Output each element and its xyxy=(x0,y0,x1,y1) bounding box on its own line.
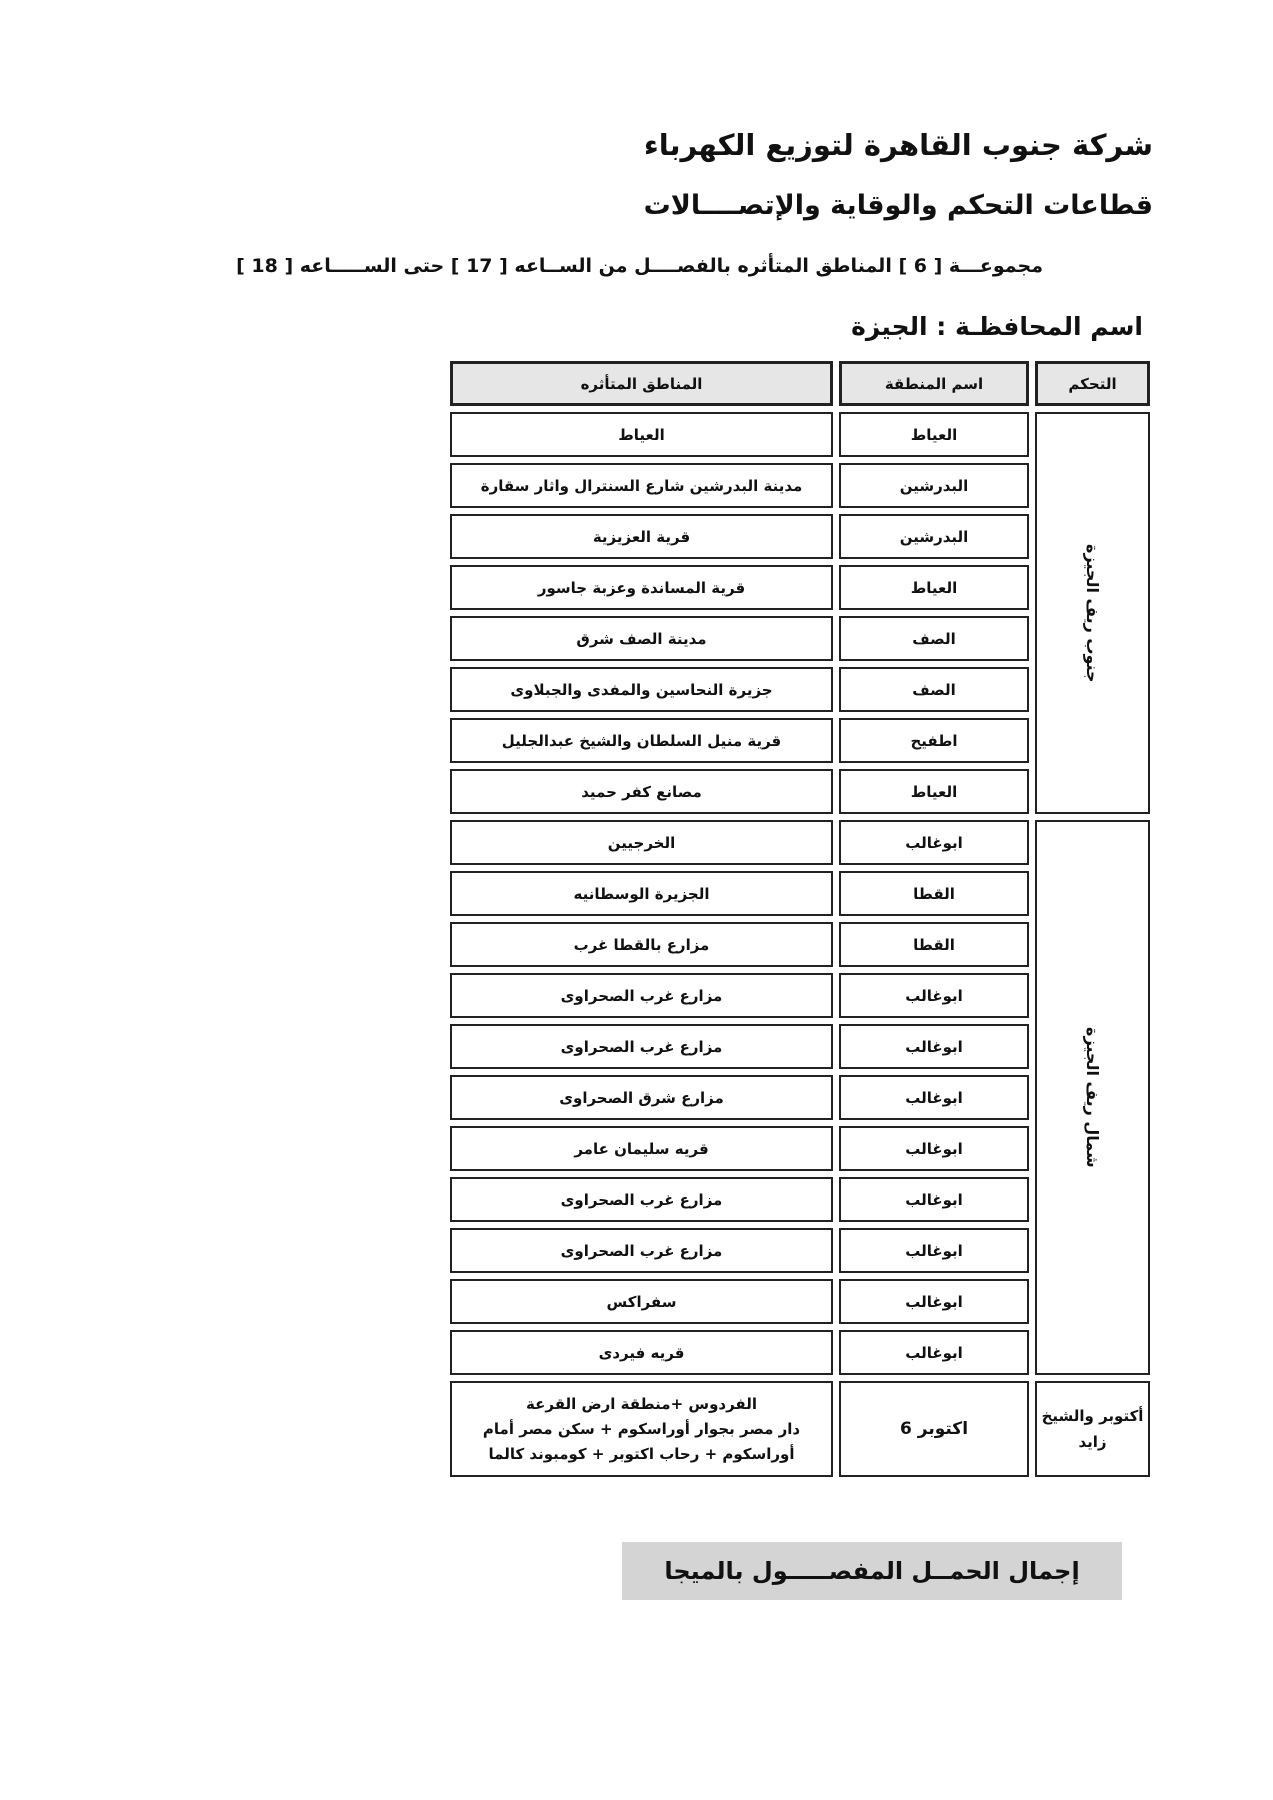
affected-cell: قرية المساندة وعزبة جاسور xyxy=(450,565,833,610)
area-cell: البدرشين xyxy=(839,514,1029,559)
area-cell-october: اكتوبر 6 xyxy=(839,1381,1029,1477)
control-october-zayed: أكتوبر والشيخ زايد xyxy=(1035,1381,1150,1477)
affected-cell: الجزيرة الوسطانيه xyxy=(450,871,833,916)
affected-cell: مزارع غرب الصحراوى xyxy=(450,1177,833,1222)
affected-cell: قريه فيردى xyxy=(450,1330,833,1375)
total-load-label: إجمال الحمــل المفصـــــول بالميجا xyxy=(622,1542,1122,1600)
affected-cell: مزارع بالقطا غرب xyxy=(450,922,833,967)
affected-cell: الخرجيين xyxy=(450,820,833,865)
area-cell: الصف xyxy=(839,667,1029,712)
area-cell: العياط xyxy=(839,769,1029,814)
affected-cell: قرية العزيزية xyxy=(450,514,833,559)
affected-cell: سفراكس xyxy=(450,1279,833,1324)
company-name: شركة جنوب القاهرة لتوزيع الكهرباء xyxy=(643,128,1153,162)
affected-cell: مزارع غرب الصحراوى xyxy=(450,1024,833,1069)
affected-line: أوراسكوم + رحاب اكتوبر + كومبوند كالما xyxy=(488,1444,795,1463)
area-cell: العياط xyxy=(839,565,1029,610)
affected-cell: مزارع غرب الصحراوى xyxy=(450,1228,833,1273)
affected-line: الفردوس +منطقة ارض القرعة xyxy=(526,1394,757,1413)
area-cell: العياط xyxy=(839,412,1029,457)
affected-line: دار مصر بجوار أوراسكوم + سكن مصر أمام xyxy=(482,1419,801,1438)
area-cell: البدرشين xyxy=(839,463,1029,508)
control-north-rural-giza: شمال ريف الجيزة xyxy=(1035,820,1150,1375)
area-cell: ابوغالب xyxy=(839,1279,1029,1324)
area-cell: الصف xyxy=(839,616,1029,661)
area-cell: القطا xyxy=(839,922,1029,967)
area-cell: القطا xyxy=(839,871,1029,916)
area-cell: ابوغالب xyxy=(839,1024,1029,1069)
header-control: التحكم xyxy=(1035,361,1150,406)
area-cell: ابوغالب xyxy=(839,1177,1029,1222)
control-south-rural-giza: جنوب ريف الجيزة xyxy=(1035,412,1150,814)
area-cell: اطفيح xyxy=(839,718,1029,763)
affected-cell: العياط xyxy=(450,412,833,457)
affected-cell: مزارع غرب الصحراوى xyxy=(450,973,833,1018)
area-cell: ابوغالب xyxy=(839,1228,1029,1273)
affected-cell: قرية منيل السلطان والشيخ عبدالجليل xyxy=(450,718,833,763)
area-cell: ابوغالب xyxy=(839,1075,1029,1120)
affected-cell: قريه سليمان عامر xyxy=(450,1126,833,1171)
sector-name: قطاعات التحكم والوقاية والإتصــــالات xyxy=(643,190,1153,221)
affected-areas-table xyxy=(450,358,1150,1480)
governorate-label: اسم المحافظـة : الجيزة xyxy=(851,312,1143,341)
area-cell: ابوغالب xyxy=(839,1330,1029,1375)
header-area-name: اسم المنطقة xyxy=(839,361,1029,406)
area-cell: ابوغالب xyxy=(839,973,1029,1018)
affected-cell: مصانع كفر حميد xyxy=(450,769,833,814)
affected-cell: جزيرة النحاسين والمفدى والجبلاوى xyxy=(450,667,833,712)
header-affected-areas: المناطق المتأثره xyxy=(450,361,833,406)
affected-cell: مدينة الصف شرق xyxy=(450,616,833,661)
affected-cell: مزارع شرق الصحراوى xyxy=(450,1075,833,1120)
affected-cell-october xyxy=(450,1381,833,1477)
area-cell: ابوغالب xyxy=(839,820,1029,865)
area-cell: ابوغالب xyxy=(839,1126,1029,1171)
affected-cell: مدينة البدرشين شارع السنترال واثار سقارة xyxy=(450,463,833,508)
group-title: مجموعـــة [ 6 ] المناطق المتأثره بالفصــــل من الســاعه [ 17 ] حتى الســـــاعه [ 18 ] xyxy=(236,255,1043,277)
